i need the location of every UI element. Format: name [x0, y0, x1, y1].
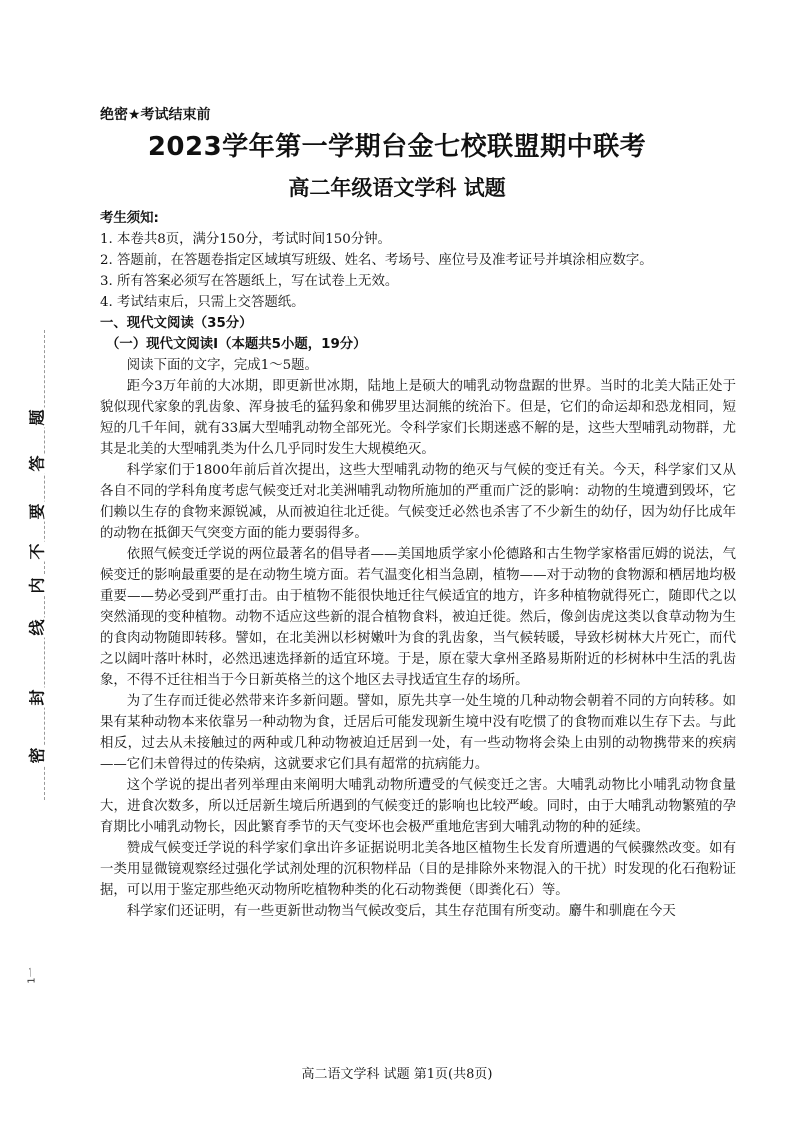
instruction-item: 2. 答题前，在答题卷指定区域填写班级、姓名、考场号、座位号及准考证号并填涂相应数字。 [100, 253, 653, 268]
passage-paragraph: 赞成气候变迁学说的科学家们拿出许多证据说明北美各地区植物生长发育所遭遇的气候骤然改变。如有一类用显微镜观察经过强化学试剂处理的沉积物样品（目的是排除外来物混入的干扰）时发现的化石孢粉证据，可以用于鉴定那些绝灭动物所吃植物种类的化石动物粪便（即粪化石）等。 [100, 841, 736, 898]
instruction-item: 3. 所有答案必须写在答题纸上，写在试卷上无效。 [100, 274, 399, 289]
binding-char: 密 [25, 746, 48, 766]
binding-char: 不 [25, 542, 48, 562]
exam-subtitle: 高二年级语文学科 试题 [288, 176, 506, 200]
binding-char: 要 [25, 502, 48, 522]
binding-char: 封 [25, 688, 48, 708]
binding-char: 内 [25, 576, 48, 596]
passage-paragraph: 科学家们于1800年前后首次提出，这些大型哺乳动物的绝灭与气候的变迁有关。今天，科学家们又从各自不同的学科角度考虑气候变迁对北美洲哺乳动物所施加的严重而广泛的影响：动物的生境遭到毁坏，它们赖以生存的食物来源锐减，从而被迫往北迁徙。气候变迁必然也杀害了不少新生的幼仔，因为幼仔比成年的动物在抵御天气突变方面的能力要弱得多。 [100, 463, 736, 541]
binding-char: 答 [25, 454, 48, 474]
binding-dashed-line [44, 330, 45, 800]
corner-mark: 1一 [26, 967, 38, 984]
instruction-item: 4. 考试结束后，只需上交答题纸。 [100, 295, 305, 310]
page-footer: 高二语文学科 试题 第1页(共8页) [301, 1067, 493, 1082]
exam-title: 2023学年第一学期台金七校联盟期中联考 [147, 132, 647, 162]
section-heading: 一、现代文阅读（35分） [100, 316, 253, 331]
instructions-heading: 考生须知: [100, 211, 159, 226]
section-subheading: （一）现代文阅读Ⅰ（本题共5小题，19分） [106, 337, 367, 352]
exam-content [100, 208, 736, 922]
passage-paragraph: 依照气候变迁学说的两位最著名的倡导者——美国地质学家小伦德路和古生物学家格雷厄姆的说法，气候变迁的影响最重要的是在动物生境方面。若气温变化相当急剧，植物——对于动物的食物源和栖居地均极重要——势必受到严重打击。由于植物不能很快地迁往气候适宜的地方，许多种植物就得死亡，随即代之以突然涌现的变种植物。动物不适应这些新的混合植物食料，被迫迁徙。然后，像剑齿虎这类以食草动物为生的食肉动物随即转移。譬如，在北美洲以杉树嫩叶为食的乳齿象，当气候转暖，导致杉树林大片死亡，而代之以阔叶落叶林时，必然迅速选择新的适宜环境。于是，原在蒙大拿州圣路易斯附近的杉树林中生活的乳齿象，不得不迁往相当于今日新英格兰的这个地区去寻找适宜生存的场所。 [100, 547, 736, 688]
passage-paragraph: 这个学说的提出者列举理由来阐明大哺乳动物所遭受的气候变迁之害。大哺乳动物比小哺乳动物食量大，进食次数多，所以迁居新生境后所遇到的气候变迁的影响也比较严峻。同时，由于大哺乳动物繁殖的孕育期比小哺乳动物长，因此繁育季节的天气变坏也会极严重地危害到大哺乳动物的种的延续。 [100, 778, 736, 835]
reading-prompt: 阅读下面的文字，完成1～5题。 [126, 358, 318, 373]
binding-char: 线 [25, 618, 48, 638]
passage-paragraph: 距今3万年前的大冰期，即更新世冰期，陆地上是硕大的哺乳动物盘踞的世界。当时的北美大陆正处于貌似现代家象的乳齿象、浑身披毛的猛犸象和佛罗里达洞熊的统治下。但是，它们的命运却和恐龙相同，短短的几千年间，就有33属大型哺乳动物全部死光。令科学家们长期迷惑不解的是，这些大型哺乳动物群，尤其是北美的大型哺乳类为什么几乎同时发生大规模绝灭。 [100, 379, 736, 457]
binding-char: 题 [25, 408, 48, 428]
passage-paragraph: 科学家们还证明，有一些更新世动物当气候改变后，其生存范围有所变动。麝牛和驯鹿在今天 [126, 904, 676, 919]
secret-mark: 绝密★考试结束前 [100, 107, 211, 123]
passage-paragraph: 为了生存而迁徙必然带来许多新问题。譬如，原先共享一处生境的几种动物会朝着不同的方向转移。如果有某种动物本来依靠另一种动物为食，迁居后可能发现新生境中没有吃惯了的食物而难以生存下去。与此相反，过去从未接触过的两种或几种动物被迫迁居到一处，有一些动物将会染上由别的动物携带来的疾病——它们未曾得过的传染病，这就要求它们具有超常的抗病能力。 [100, 694, 736, 772]
instruction-item: 1. 本卷共8页，满分150分，考试时间150分钟。 [100, 232, 391, 247]
